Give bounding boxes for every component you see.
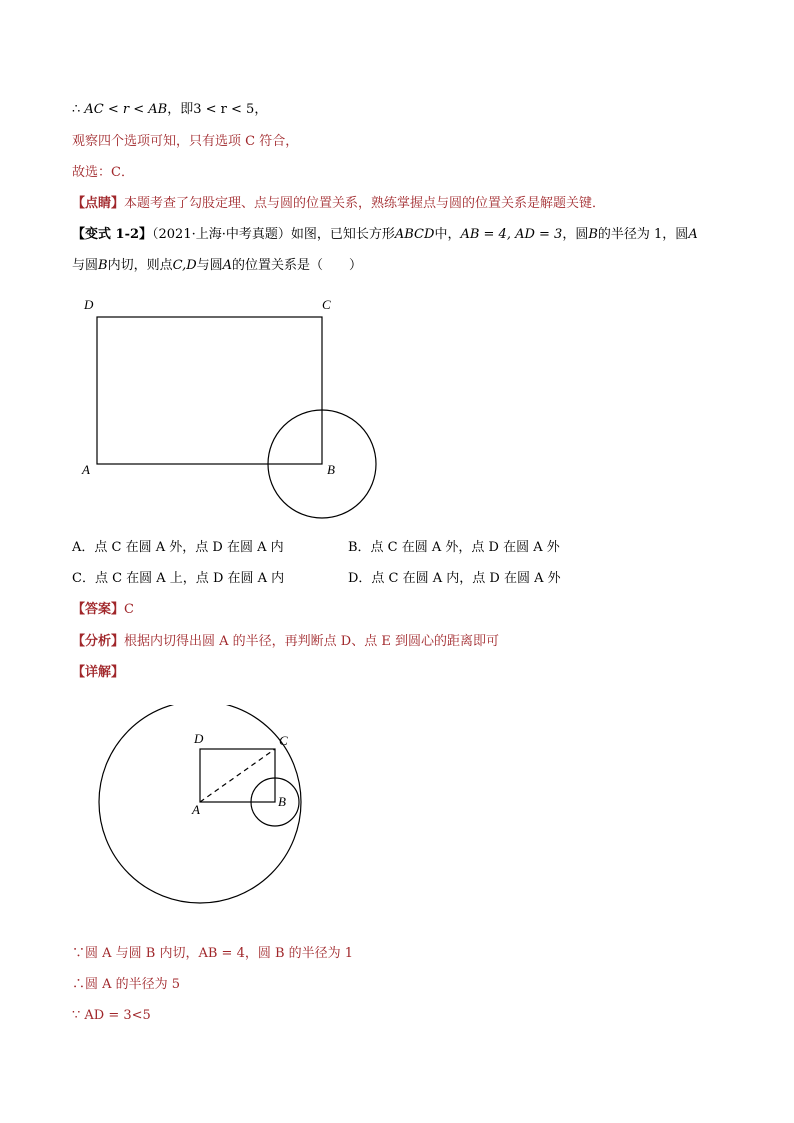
given-values: AB = 4, AD = 3 xyxy=(460,227,563,242)
answer-tag: 【答案】 xyxy=(72,602,125,617)
line-detail xyxy=(72,664,124,682)
question-mid-2: ，圆 xyxy=(562,227,589,242)
line-answer xyxy=(72,601,134,619)
label-d: D xyxy=(84,297,94,312)
question-source: （2021·上海·中考真题）如图，已知长方形 xyxy=(152,227,395,242)
line-analysis xyxy=(72,633,499,651)
therefore-symbol: ∴ xyxy=(72,102,81,117)
analysis-text: 根据内切得出圆 A 的半径，再判断点 D、点 E 到圆心的距离即可 xyxy=(124,634,499,649)
question2-end: 的位置关系是（ ） xyxy=(232,258,363,273)
observe-text: 观察四个选项可知，只有选项 C 符合， xyxy=(72,134,299,149)
label2-a: A xyxy=(192,802,200,817)
line-choose xyxy=(72,164,134,182)
label2-d: D xyxy=(194,731,204,746)
figure-circles-tangent xyxy=(90,705,320,920)
step-3-text: ∵ AD = 3<5 xyxy=(72,1008,151,1023)
question-line-1 xyxy=(72,226,698,244)
label2-b: B xyxy=(278,794,286,809)
question2-mid-2: 与圆 xyxy=(196,258,223,273)
line-step-2 xyxy=(72,976,180,994)
detail-tag: 【详解】 xyxy=(72,665,125,680)
question2-mid: 内切，则点 xyxy=(107,258,173,273)
line-comment xyxy=(72,195,605,213)
choose-text: 故选：C． xyxy=(72,165,134,180)
option-b[interactable]: B．点 C 在圆 A 外，点 D 在圆 A 外 xyxy=(348,540,560,555)
analysis-tag: 【分析】 xyxy=(72,634,125,649)
inequality-numeric: 3 < r < 5 xyxy=(193,102,255,117)
option-a[interactable]: A．点 C 在圆 A 外，点 D 在圆 A 内 xyxy=(72,540,284,555)
line-step-1 xyxy=(72,945,353,963)
circle-a-name: A xyxy=(688,227,698,242)
answer-value: C xyxy=(124,602,134,617)
question2-b: B xyxy=(98,258,108,273)
comment-text: 本题考查了勾股定理、点与圆的位置关系，熟练掌握点与圆的位置关系是解题关键． xyxy=(124,196,606,211)
inequality-connector: ，即 xyxy=(167,102,194,117)
step-2-text: ∴圆 A 的半径为 5 xyxy=(72,977,181,992)
line-observe xyxy=(72,133,298,151)
figure-rectangle-circle xyxy=(70,290,400,525)
label-b: B xyxy=(327,462,335,477)
circle-b-name: B xyxy=(588,227,598,242)
label2-c: C xyxy=(279,733,288,748)
option-c[interactable]: C．点 C 在圆 A 上，点 D 在圆 A 内 xyxy=(72,571,285,586)
question2-start: 与圆 xyxy=(72,258,99,273)
inequality-end: ， xyxy=(254,102,268,117)
rectangle-abcd xyxy=(97,317,322,464)
line-inequality xyxy=(72,101,267,119)
rect-name: ABCD xyxy=(394,227,435,242)
question2-cd: C,D xyxy=(172,258,197,273)
question-mid-3: 的半径为 1，圆 xyxy=(597,227,689,242)
option-d[interactable]: D．点 C 在圆 A 内，点 D 在圆 A 外 xyxy=(348,571,561,586)
comment-tag: 【点睛】 xyxy=(72,196,125,211)
label-c: C xyxy=(322,297,331,312)
label-a: A xyxy=(82,462,90,477)
dashed-ac xyxy=(200,749,275,802)
step-1-text: ∵圆 A 与圆 B 内切，AB = 4，圆 B 的半径为 1 xyxy=(72,946,354,961)
question-mid: 中， xyxy=(434,227,461,242)
question-tag: 【变式 1-2】 xyxy=(72,227,153,242)
line-step-3 xyxy=(72,1007,151,1025)
inequality-math: AC < r < AB xyxy=(84,102,168,117)
question2-a: A xyxy=(222,258,233,273)
question-line-2 xyxy=(72,257,362,275)
